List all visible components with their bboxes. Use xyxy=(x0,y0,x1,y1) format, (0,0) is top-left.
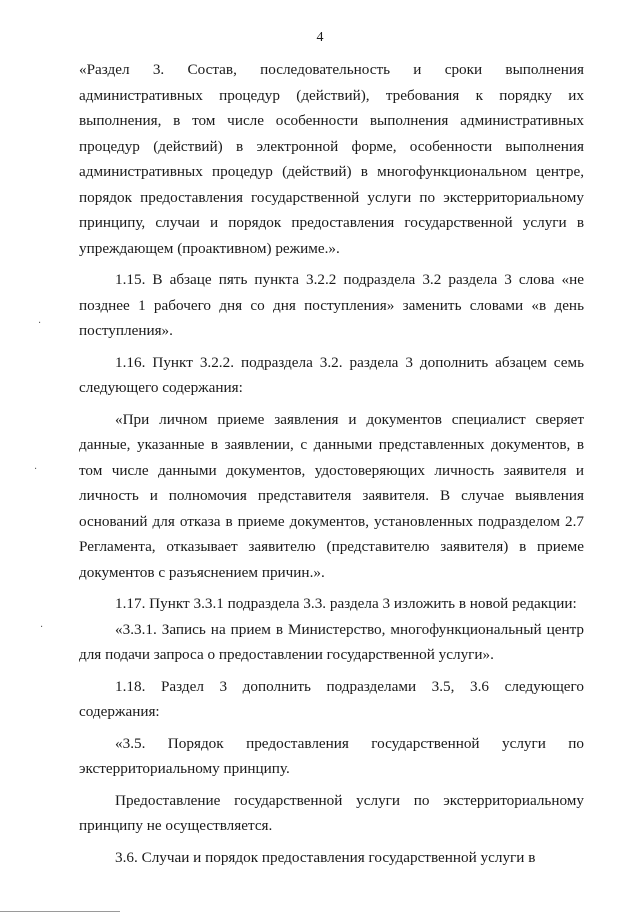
margin-mark: · xyxy=(40,622,44,633)
document-body xyxy=(79,57,584,870)
paragraph-quote-reception: «При личном приеме заявления и документов специалист сверяет данные, указанные в заявлении, с данными представленных документов, в том числе данными документов, удостоверяющих личность заявителя и личность и полномочия представителя заявителя. В случае выявления оснований для отказа в приеме документов, установленных подразделом 2.7 Регламента, отказывает заявителю (представителю заявителя) в приеме документов с разъяснением причин.». xyxy=(79,410,584,581)
paragraph-3-5: «3.5. Порядок предоставления государственной услуги по экстерриториальному принципу. xyxy=(79,734,584,777)
paragraph-1-17: 1.17. Пункт 3.3.1 подраздела 3.3. раздела 3 изложить в новой редакции: xyxy=(115,595,577,612)
margin-mark: · xyxy=(38,318,42,329)
page-number: 4 xyxy=(316,30,324,45)
paragraph-1-15: 1.15. В абзаце пять пункта 3.2.2 подраздела 3.2 раздела 3 слова «не позднее 1 рабочего дня со дня поступления» заменить словами «в день поступления». xyxy=(79,271,584,339)
paragraph-extraterritorial: Предоставление государственной услуги по экстерриториальному принципу не осуществляется. xyxy=(79,791,584,834)
margin-mark: · xyxy=(34,464,38,475)
paragraph-3-3-1: «3.3.1. Запись на прием в Министерство, многофункциональный центр для подачи запроса о предоставлении государственной услуги». xyxy=(79,620,584,663)
bottom-rule xyxy=(0,911,120,912)
paragraph-1-16: 1.16. Пункт 3.2.2. подраздела 3.2. раздела 3 дополнить абзацем семь следующего содержания: xyxy=(79,353,584,396)
paragraph-3-6: 3.6. Случаи и порядок предоставления государственной услуги в xyxy=(115,848,536,866)
paragraph-section-3-title: «Раздел 3. Состав, последовательность и сроки выполнения административных процедур (действий), требования к порядку их выполнения, в том числе особенности выполнения административных процедур (действий) в электронной форме, особенности выполнения административных процедур (действий) в многофункциональном центре, порядок предоставления государственной услуги по экстерриториальному принципу, случаи и порядок предоставления государственной услуги в упреждающем (проактивном) режиме.». xyxy=(79,61,584,257)
paragraph-1-18: 1.18. Раздел 3 дополнить подразделами 3.5, 3.6 следующего содержания: xyxy=(79,677,584,720)
